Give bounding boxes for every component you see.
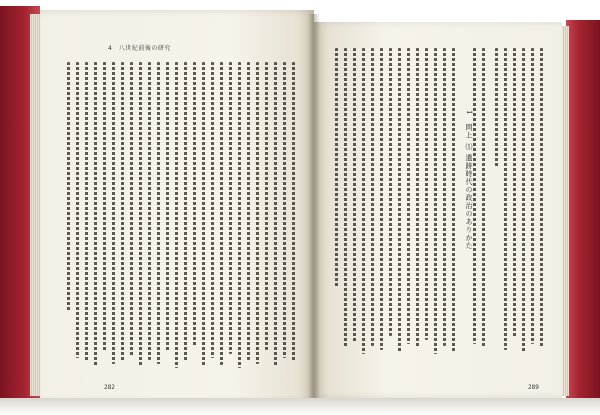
- text-column: [166, 62, 169, 352]
- text-column: [389, 48, 392, 336]
- text-column: [371, 48, 374, 346]
- text-column: [211, 62, 214, 358]
- text-column: [434, 48, 437, 354]
- text-column: [139, 62, 142, 367]
- text-column: [238, 62, 241, 368]
- text-column: [292, 62, 295, 362]
- text-column: [495, 48, 498, 168]
- text-column: [407, 48, 410, 344]
- text-column: [112, 62, 115, 364]
- running-head-left: 4 八世紀前後の研究: [108, 45, 171, 52]
- text-column: [513, 48, 516, 338]
- text-column: [175, 62, 178, 368]
- text-column: [522, 48, 525, 352]
- text-column: [353, 48, 356, 342]
- text-column: [229, 62, 232, 354]
- text-column: [531, 48, 534, 344]
- text-column: [103, 62, 106, 352]
- text-column: [504, 48, 507, 350]
- text-column: [247, 62, 250, 360]
- text-column: [121, 62, 124, 362]
- text-column: [283, 62, 286, 358]
- text-column: [482, 48, 485, 348]
- text-column: [67, 62, 70, 312]
- text-column: [85, 62, 88, 362]
- text-column: [76, 62, 79, 358]
- text-column: [335, 48, 338, 288]
- text-column: [94, 62, 97, 366]
- book-gutter: [308, 14, 320, 404]
- text-column: [256, 62, 259, 364]
- text-column: [157, 62, 160, 364]
- text-column: [274, 62, 277, 367]
- text-column: [540, 48, 543, 348]
- section-heading-right: 1 問上 ⑴ 遺跡時代の政治のありかた: [465, 110, 473, 250]
- text-column: [193, 62, 196, 346]
- text-column: [398, 48, 401, 352]
- text-column: [202, 62, 205, 366]
- page-number-right: 289: [528, 384, 539, 391]
- page-number-left: 282: [104, 384, 115, 391]
- text-column: [344, 48, 347, 348]
- text-column: [220, 62, 223, 365]
- text-column: [452, 48, 455, 352]
- text-column: [265, 62, 268, 350]
- table-shadow: [0, 398, 600, 415]
- text-column: [362, 48, 365, 354]
- text-column: [130, 62, 133, 356]
- text-column: [425, 48, 428, 340]
- text-column: [380, 48, 383, 350]
- text-column: [184, 62, 187, 362]
- text-column: [148, 62, 151, 360]
- text-column: [443, 48, 446, 346]
- book-cover-right-edge: [566, 20, 600, 403]
- text-column: [416, 48, 419, 348]
